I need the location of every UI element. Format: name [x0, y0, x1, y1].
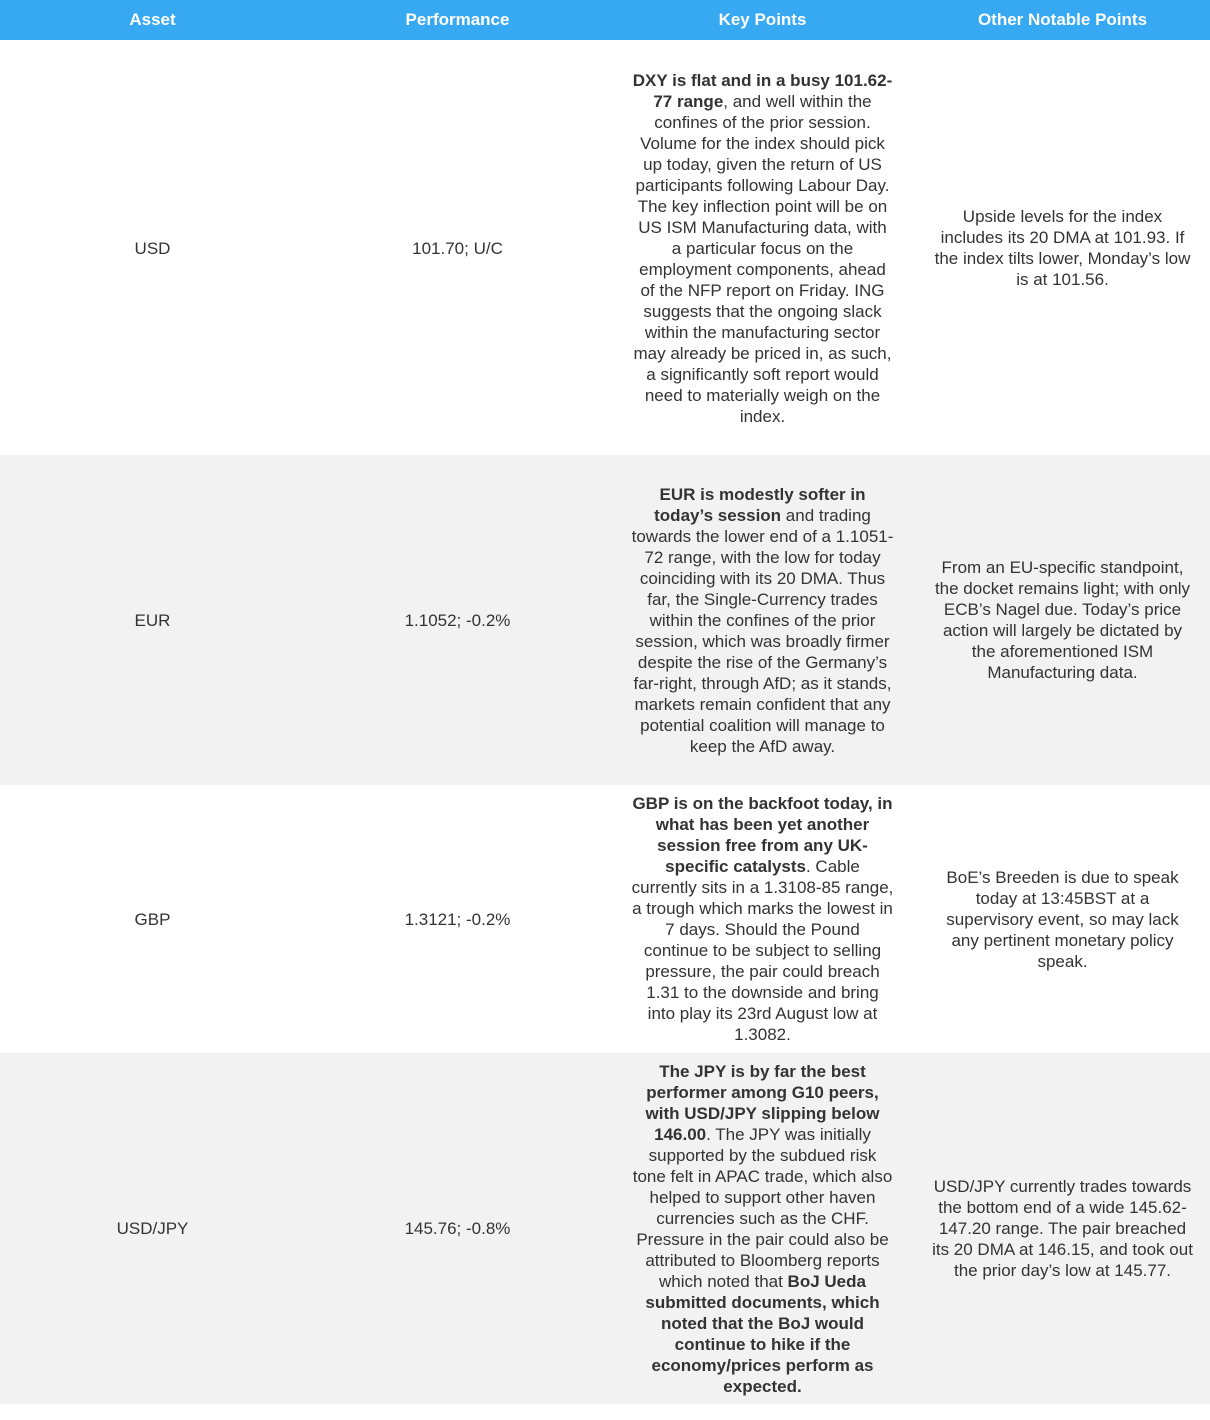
header-asset: Asset [0, 0, 305, 41]
asset-cell: USD [0, 41, 305, 456]
other-points-cell [915, 455, 1210, 785]
key-points-text [632, 793, 894, 1045]
key-points-regular: . The JPY was initially supported by the subdued risk tone felt in APAC trade, which also helped to support other haven currencies such as the CHF. Pressure in the pair could also be attributed to Bloomberg reports which noted that [632, 1124, 893, 1291]
key-points-cell [610, 1053, 915, 1404]
other-points-text: Upside levels for the index includes its 20 DMA at 101.93. If the index tilts lower, Monday’s low is at 101.56. [934, 207, 1191, 289]
performance-cell: 1.3121; -0.2% [305, 785, 610, 1053]
key-points-text [632, 70, 894, 427]
performance-cell: 145.76; -0.8% [305, 1053, 610, 1404]
header-row [0, 0, 1210, 41]
other-points-text: From an EU-specific standpoint, the docket remains light; with only ECB’s Nagel due. Today’s price action will largely be dictated by the aforementioned ISM Manufacturing data. [934, 558, 1191, 682]
key-points-bold: GBP is on the backfoot today, in what has been yet another session free from any UK-specific catalysts [632, 794, 893, 876]
table-row [0, 41, 1210, 456]
other-points-text: USD/JPY currently trades towards the bottom end of a wide 145.62-147.20 range. The pair breached its 20 DMA at 146.15, and took out the prior day’s low at 145.77. [932, 1177, 1193, 1280]
performance-cell: 101.70; U/C [305, 41, 610, 456]
header-other-points: Other Notable Points [915, 0, 1210, 41]
key-points-regular: , and well within the confines of the prior session. Volume for the index should pick up today, given the return of US participants following Labour Day. The key inflection point will be on US ISM Manufacturing data, with a particular focus on the employment components, ahead of the NFP report on Friday. ING suggests that the ongoing slack within the manufacturing sector may already be priced in, as such, a significantly soft report would need to materially weigh on the index. [633, 91, 892, 426]
table-row [0, 785, 1210, 1053]
key-points-bold: DXY is flat and in a busy 101.62-77 range [632, 70, 893, 111]
other-points-text: BoE’s Breeden is due to speak today at 13:45BST at a supervisory event, so may lack any pertinent monetary policy speak. [946, 867, 1179, 971]
asset-cell: EUR [0, 455, 305, 785]
key-points-regular: and trading towards the lower end of a 1.1051-72 range, with the low for today coinciding with its 20 DMA. Thus far, the Single-Currency trades within the confines of the prior session, which was broadly firmer despite the rise of the Germany’s far-right, through AfD; as it stands, markets remain confident that any potential coalition will manage to keep the AfD away. [631, 505, 894, 756]
key-points-cell [610, 785, 915, 1053]
key-points-bold: EUR is modestly softer in today’s session [654, 484, 866, 525]
key-points-text [632, 484, 894, 757]
asset-cell: GBP [0, 785, 305, 1053]
asset-cell: USD/JPY [0, 1053, 305, 1404]
header-performance: Performance [305, 0, 610, 41]
other-points-cell [915, 41, 1210, 456]
key-points-text [632, 1061, 894, 1397]
other-points-cell [915, 785, 1210, 1053]
key-points-cell [610, 455, 915, 785]
key-points-bold: BoJ Ueda submitted documents, which noted that the BoJ would continue to hike if the economy/prices perform as expected. [645, 1271, 880, 1396]
key-points-bold: The JPY is by far the best performer among G10 peers, with USD/JPY slipping below 146.00 [645, 1061, 880, 1144]
key-points-regular: . Cable currently sits in a 1.3108-85 range, a trough which marks the lowest in 7 days. Should the Pound continue to be subject to selling pressure, the pair could breach 1.31 to the downside and bring into play its 23rd August low at 1.3082. [631, 857, 894, 1044]
other-points-cell [915, 1053, 1210, 1404]
table-row [0, 1053, 1210, 1404]
header-key-points: Key Points [610, 0, 915, 41]
key-points-cell [610, 41, 915, 456]
performance-cell: 1.1052; -0.2% [305, 455, 610, 785]
table-row [0, 455, 1210, 785]
